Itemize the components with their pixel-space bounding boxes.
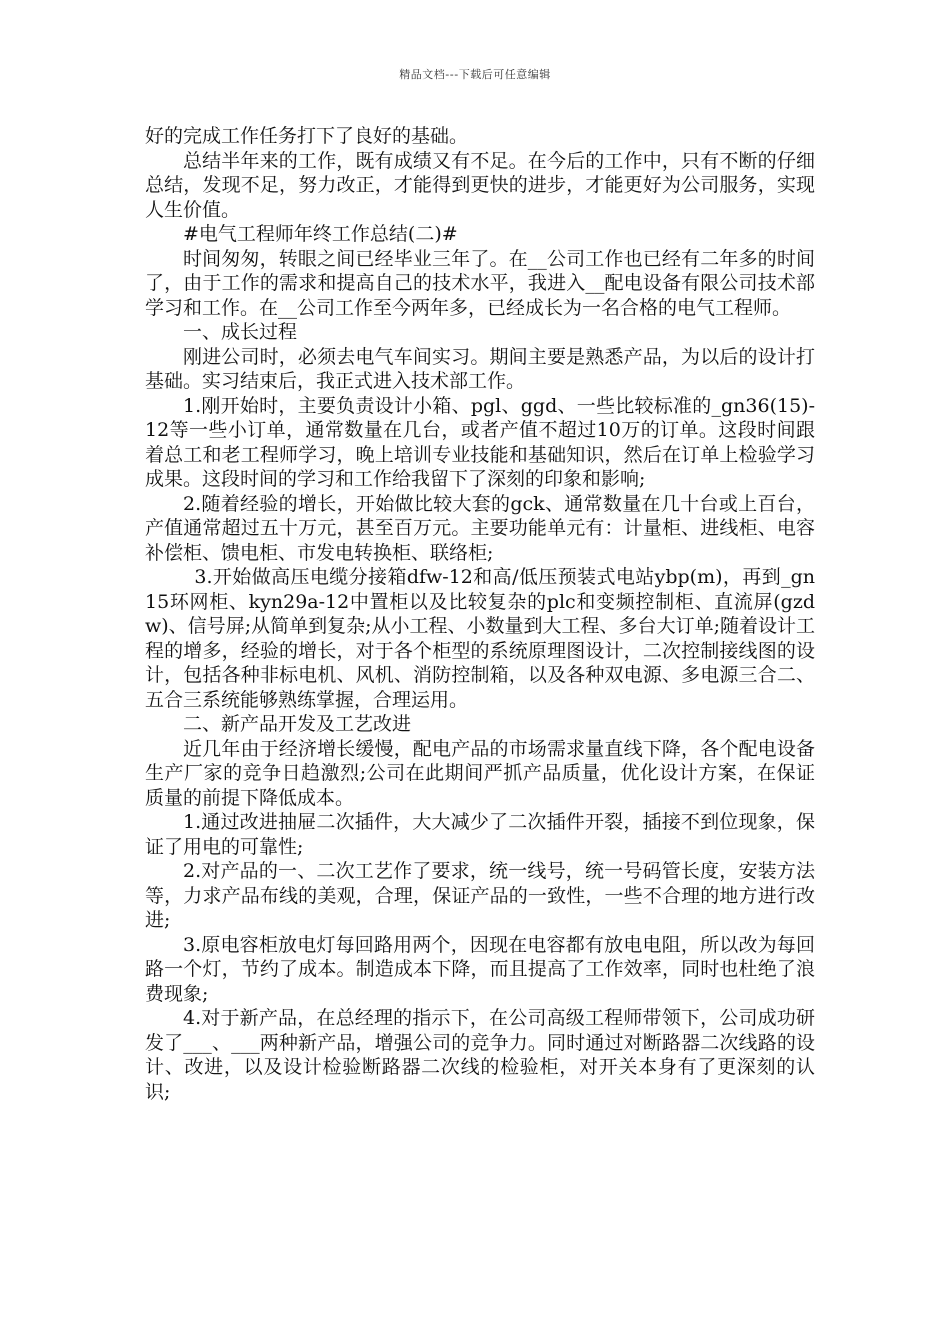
paragraph: 近几年由于经济增长缓慢，配电产品的市场需求量直线下降，各个配电设备生产厂家的竞争日趋激烈;公司在此期间严抓产品质量，优化设计方案，在保证质量的前提下降低成本。 <box>145 737 815 809</box>
list-item: 4.对于新产品，在总经理的指示下，在公司高级工程师带领下，公司成功研发了___、___两种新产品，增强公司的竞争力。同时通过对断路器二次线路的设计、改进，以及设计检验断路器二次线的检验柜，对开关本身有了更深刻的认识; <box>145 1007 815 1103</box>
list-item: 3.开始做高压电缆分接箱dfw-12和高/低压预装式电站ybp(m)，再到_gn15环网柜、kyn29a-12中置柜以及比较复杂的plc和变频控制柜、直流屏(gzdw)、信号屏;从简单到复杂;从小工程、小数量到大工程、多台大订单;随着设计工程的增多，经验的增长，对于各个柜型的系统原理图设计，二次控制接线图的设计，包括各种非标电机、风机、消防控制箱，以及各种双电源、多电源三合二、五合三系统能够熟练掌握，合理运用。 <box>145 566 815 711</box>
section-heading: 二、新产品开发及工艺改进 <box>183 713 412 735</box>
list-item: 2.对产品的一、二次工艺作了要求，统一线号，统一号码管长度，安装方法等，力求产品布线的美观，合理，保证产品的一致性，一些不合理的地方进行改进; <box>145 860 815 931</box>
list-item: 1.刚开始时，主要负责设计小箱、pgl、ggd、一些比较标准的_gn36(15)-12等一些小订单，通常数量在几台，或者产值不超过10万的订单。这段时间跟着总工和老工程师学习，晚上培训专业技能和基础知识，然后在订单上检验学习成果。这段时间的学习和工作给我留下了深刻的印象和影响; <box>145 394 815 490</box>
paragraph: 好的完成工作任务打下了良好的基础。 <box>145 125 469 147</box>
section-heading: #电气工程师年终工作总结(二)# <box>183 223 458 245</box>
paragraph: 刚进公司时，必须去电气车间实习。期间主要是熟悉产品，为以后的设计打基础。实习结束后，我正式进入技术部工作。 <box>145 345 815 392</box>
list-item: 1.通过改进抽屉二次插件，大大减少了二次插件开裂，插接不到位现象，保证了用电的可靠性; <box>145 811 815 858</box>
paragraph: 总结半年来的工作，既有成绩又有不足。在今后的工作中，只有不断的仔细总结，发现不足，努力改正，才能得到更快的进步，才能更好为公司服务，实现人生价值。 <box>145 149 815 221</box>
paragraph: 时间匆匆，转眼之间已经毕业三年了。在__公司工作也已经有二年多的时间了，由于工作的需求和提高自己的技术水平，我进入__配电设备有限公司技术部学习和工作。在__公司工作至今两年多，已经成长为一名合格的电气工程师。 <box>145 247 815 319</box>
list-item: 2.随着经验的增长，开始做比较大套的gck、通常数量在几十台或上百台，产值通常超过五十万元，甚至百万元。主要功能单元有：计量柜、进线柜、电容补偿柜、馈电柜、市发电转换柜、联络柜; <box>145 492 815 564</box>
section-heading: 一、成长过程 <box>183 321 298 343</box>
list-item: 3.原电容柜放电灯每回路用两个，因现在电容都有放电电阻，所以改为每回路一个灯，节约了成本。制造成本下降，而且提高了工作效率，同时也杜绝了浪费现象; <box>145 933 815 1005</box>
page-header: 精品文档---下载后可任意编辑 <box>399 68 551 81</box>
document-body <box>145 124 815 1104</box>
